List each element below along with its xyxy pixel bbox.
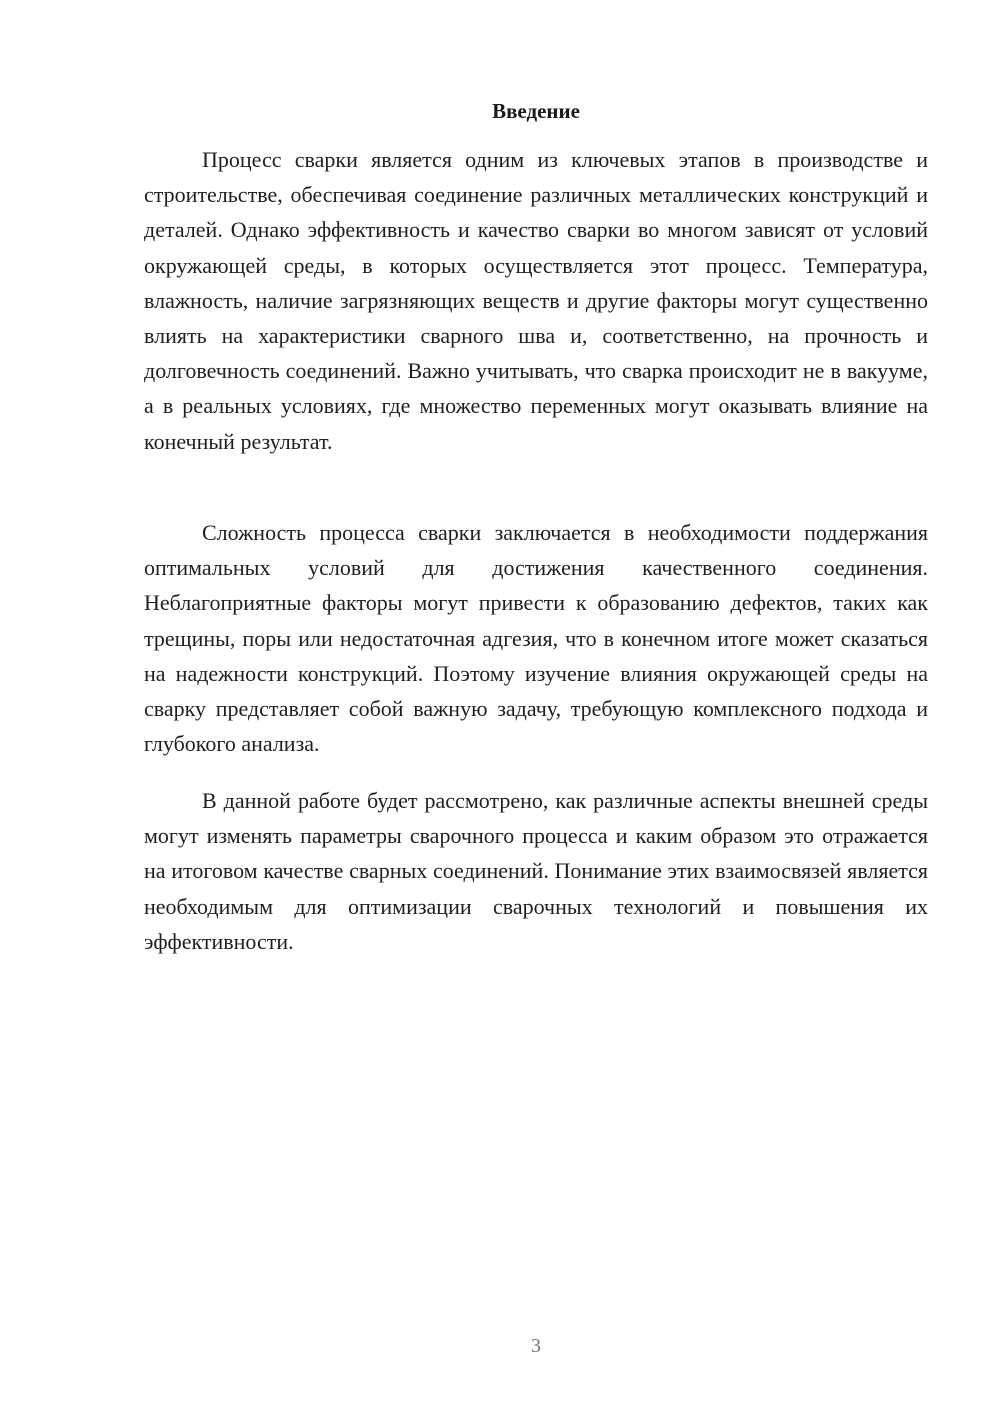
page-number: 3: [531, 1335, 541, 1357]
paragraph-1: Процесс сварки является одним из ключевых этапов в производстве и строительстве, обеспечивая соединение различных металлических конструкций и деталей. Однако эффективность и качество сварки во многом зависят от условий окружающей среды, в которых осуществляется этот процесс. Температура, влажность, наличие загрязняющих веществ и другие факторы могут существенно влиять на характеристики сварного шва и, соответственно, на прочность и долговечность соединений. Важно учитывать, что сварка происходит не в вакууме, а в реальных условиях, где множество переменных могут оказывать влияние на конечный результат.: [144, 147, 928, 454]
paragraph-3: В данной работе будет рассмотрено, как различные аспекты внешней среды могут изменять параметры сварочного процесса и каким образом это отражается на итоговом качестве сварных соединений. Понимание этих взаимосвязей является необходимым для оптимизации сварочных технологий и повышения их эффективности.: [144, 788, 928, 954]
paragraph-2: Сложность процесса сварки заключается в необходимости поддержания оптимальных условий для достижения качественного соединения. Неблагоприятные факторы могут привести к образованию дефектов, таких как трещины, поры или недостаточная адгезия, что в конечном итоге может сказаться на надежности конструкций. Поэтому изучение влияния окружающей среды на сварку представляет собой важную задачу, требующую комплексного подхода и глубокого анализа.: [144, 520, 928, 757]
section-title: Введение: [492, 99, 580, 123]
